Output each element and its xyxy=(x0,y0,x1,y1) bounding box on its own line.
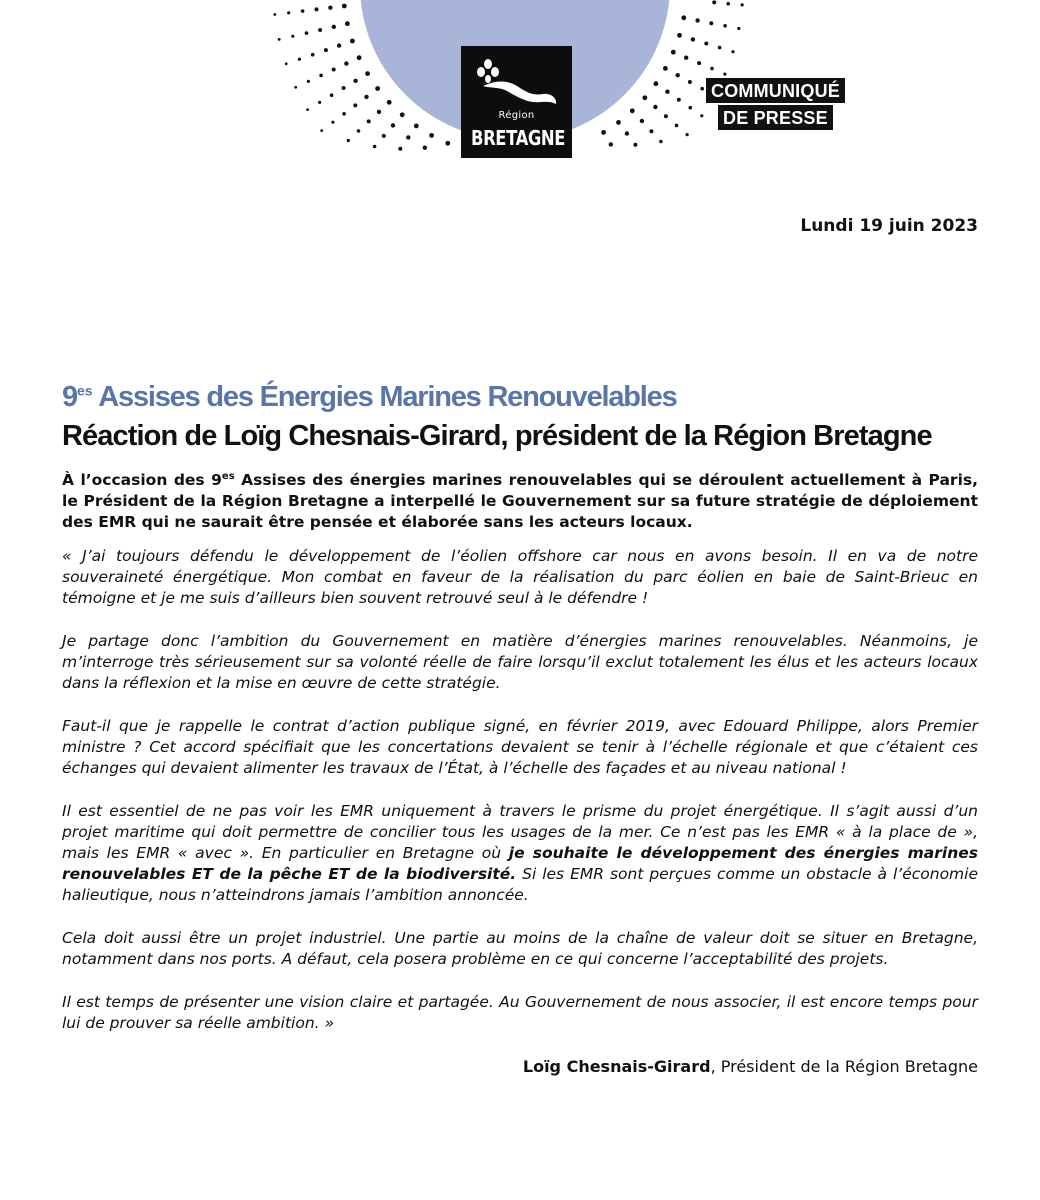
dot xyxy=(445,141,450,146)
dot xyxy=(642,95,647,100)
dot xyxy=(342,86,346,90)
dot xyxy=(342,112,346,116)
kicker-suffix: es xyxy=(76,382,93,399)
quote-paragraph-2: Je partage donc l’ambition du Gouvernement en matière d’énergies marines renouvelables. Néanmoins, je m’interroge très sérieusement sur sa volonté réelle de faire lorsqu’il exclut totalement les élus et les acteurs locaux dans la réflexion et la mise en œuvre de cette stratégie. xyxy=(62,632,978,692)
dot xyxy=(345,21,350,26)
dot xyxy=(654,81,659,86)
region-bretagne-logo xyxy=(461,46,572,158)
dot xyxy=(723,24,727,28)
dot xyxy=(387,100,392,105)
dot xyxy=(332,68,336,72)
dot xyxy=(311,53,315,57)
dot xyxy=(294,86,297,89)
dot xyxy=(318,28,322,32)
press-badge-line-1: COMMUNIQUÉ xyxy=(706,78,845,103)
dot xyxy=(695,18,699,22)
intro-after: Assises des énergies marines renouvelables qui se déroulent actuellement à Paris, le Président de la Région Bretagne a interpellé le Gouvernement sur sa future stratégie de déploiement des EMR qui ne saurait être pensée et élaborée sans les acteurs locaux. xyxy=(62,471,979,532)
dot xyxy=(347,139,350,142)
dot xyxy=(365,71,370,76)
dot xyxy=(741,3,744,6)
dot xyxy=(373,145,377,149)
dot xyxy=(601,130,606,135)
signature-name: Loïg Chesnais-Girard xyxy=(522,1057,711,1076)
release-date: Lundi 19 juin 2023 xyxy=(800,216,978,236)
dot xyxy=(676,73,680,77)
dot xyxy=(318,101,321,104)
dot xyxy=(328,6,332,10)
dot xyxy=(377,110,381,114)
dot xyxy=(664,114,668,118)
dot xyxy=(414,124,419,129)
kicker-number: 9 xyxy=(62,381,77,413)
quote-paragraph-6: Il est temps de présenter une vision claire et partagée. Au Gouvernement de nous associer, il est encore temps pour lui de prouver sa réelle ambition. » xyxy=(62,993,978,1032)
intro-before: À l’occasion des 9 xyxy=(62,471,222,490)
dot xyxy=(689,106,693,110)
event-kicker xyxy=(62,381,677,414)
dot xyxy=(367,119,371,123)
dot xyxy=(406,135,410,139)
dot xyxy=(400,112,405,117)
dot xyxy=(688,80,692,84)
dot xyxy=(331,121,334,124)
dot xyxy=(301,9,305,13)
dot xyxy=(675,124,679,128)
dot xyxy=(649,129,653,133)
dot xyxy=(364,95,368,99)
quote-paragraph-1: « J’ai toujours défendu le développement de l’éolien offshore car nous en avons besoin. Il en va de notre souveraineté énergétique. Mon combat en faveur de la réalisation du parc éolien en baie de Saint-Brieuc en témoigne et je me suis d’ailleurs bien souvent retrouvé seul à le défendre ! xyxy=(62,547,978,607)
quote-paragraph-5: Cela doit aussi être un projet industriel. Une partie au moins de la chaîne de valeur doit se situer en Bretagne, notamment dans nos ports. A défaut, cela posera problème en ce qui concerne l’acceptabilité des projets. xyxy=(62,929,978,968)
logo-region-text: Région xyxy=(498,110,535,121)
dot xyxy=(429,133,434,138)
dot xyxy=(625,131,629,135)
dot xyxy=(677,33,682,38)
dot xyxy=(684,56,688,60)
signature-title: , Président de la Région Bretagne xyxy=(710,1057,978,1076)
dot xyxy=(398,147,402,151)
dot xyxy=(337,43,341,47)
press-release-badge xyxy=(706,78,845,130)
dot xyxy=(319,74,323,78)
dot xyxy=(344,61,348,65)
quote-p4-after: Si les EMR sont perçues comme un obstacle à l’économie halieutique, nous n’atteindrons jamais l’ambition annoncée. xyxy=(62,865,978,904)
dot xyxy=(659,140,663,144)
dot xyxy=(357,55,362,60)
dot xyxy=(630,108,635,113)
dot xyxy=(704,42,708,46)
dot xyxy=(291,35,294,38)
dot xyxy=(353,79,357,83)
lead-paragraph xyxy=(62,466,978,533)
quote-body xyxy=(62,546,978,1056)
dot xyxy=(663,66,668,71)
quote-paragraph-3: Faut-il que je rappelle le contrat d’action publique signé, en février 2019, avec Edouard Philippe, alors Premier ministre ? Cet accord spécifiait que les concertations devaient se tenir à l’échelle régionale et que c’étaient ces échanges qui devaient alimenter les travaux de l’État, à l’échelle des façades et au niveau national ! xyxy=(62,717,978,777)
dot xyxy=(710,67,714,71)
dot xyxy=(697,61,701,65)
dot xyxy=(691,37,695,41)
dot xyxy=(665,90,669,94)
dot xyxy=(681,15,686,20)
kicker-text: Assises des Énergies Marines Renouvelables xyxy=(92,381,677,413)
dot xyxy=(320,129,323,132)
dot xyxy=(342,4,347,9)
dot xyxy=(671,50,676,55)
dot xyxy=(305,31,309,35)
dot xyxy=(332,25,336,29)
dot xyxy=(723,73,726,76)
dot xyxy=(677,98,681,102)
dot xyxy=(287,11,290,14)
dot xyxy=(731,50,734,53)
dot xyxy=(718,46,722,50)
dot xyxy=(298,58,301,61)
dot xyxy=(375,86,380,91)
ermine-emblem-icon xyxy=(461,46,572,116)
dot xyxy=(700,114,703,117)
dot xyxy=(712,0,716,4)
dot xyxy=(609,142,613,146)
dot xyxy=(306,108,309,111)
dot xyxy=(686,133,689,136)
dot xyxy=(315,7,319,11)
dot xyxy=(324,48,328,52)
dot xyxy=(273,13,276,16)
dot xyxy=(737,27,740,30)
dot xyxy=(382,134,386,138)
dot xyxy=(653,105,657,109)
dot xyxy=(633,143,637,147)
intro-suffix: es xyxy=(221,471,235,482)
dot xyxy=(709,21,713,25)
dot xyxy=(616,120,621,125)
dot xyxy=(726,2,730,6)
dot xyxy=(285,62,288,65)
logo-bretagne-text: BRETAGNE xyxy=(470,126,566,150)
page-title: Réaction de Loïg Chesnais-Girard, président de la Région Bretagne xyxy=(62,420,932,452)
dot xyxy=(700,87,704,91)
dot xyxy=(423,146,427,150)
press-badge-line-2: DE PRESSE xyxy=(718,105,833,130)
dot xyxy=(350,39,355,44)
dot xyxy=(278,38,281,41)
dot xyxy=(307,80,310,83)
dot xyxy=(353,103,357,107)
dot xyxy=(330,93,334,97)
dot xyxy=(391,123,395,127)
dot xyxy=(640,119,644,123)
quote-p4-emphasis: je souhaite le développement des énergies marines renouvelables ET de la pêche ET de la biodiversité. xyxy=(62,844,978,883)
signature xyxy=(523,1057,978,1076)
quote-paragraph-4 xyxy=(62,801,978,906)
dot xyxy=(357,129,361,133)
quote-p4-before: Il est essentiel de ne pas voir les EMR uniquement à travers le prisme du projet énergétique. Il s’agit aussi d’un projet maritime qui doit permettre de concilier tous les usages de la mer. Ce n’est pas les EMR « à la place de », mais les EMR « avec ». En particulier en Bretagne où xyxy=(62,802,978,862)
